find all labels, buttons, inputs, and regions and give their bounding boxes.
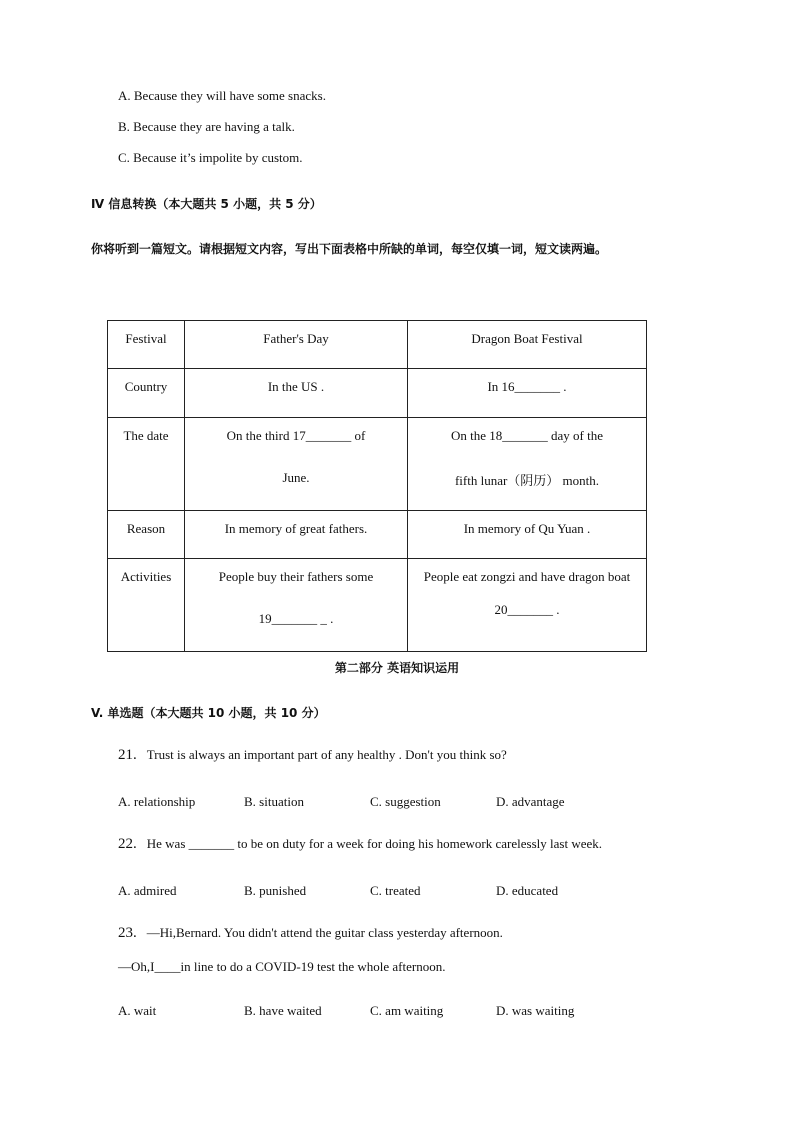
cell-text: On the 18_______ day of the <box>450 428 603 443</box>
cell-country-fathers: In the US . <box>185 369 408 418</box>
table-row-activities <box>108 559 647 652</box>
q23-option-c: C. am waiting <box>370 1003 444 1018</box>
option-c: C. Because it’s impolite by custom. <box>118 150 303 165</box>
cell-text: June. <box>282 470 310 485</box>
cell-dragon-boat: Dragon Boat Festival <box>408 321 647 369</box>
question-22 <box>118 836 602 853</box>
section4-instruction: 你将听到一篇短文。请根据短文内容，写出下面表格中所缺的单词，每空仅填一词，短文读两遍。 <box>91 242 608 256</box>
cell-fathers-day: Father's Day <box>185 321 408 369</box>
cell-country-dragon: In 16_______ . <box>408 369 647 418</box>
part2-title: 第二部分 英语知识运用 <box>334 661 460 675</box>
question-number: 21. <box>118 747 137 763</box>
question-number: 22. <box>118 836 137 852</box>
q23-option-d: D. was waiting <box>496 1003 575 1018</box>
q21-option-b: B. situation <box>244 794 304 809</box>
cell-festival-label: Festival <box>108 321 185 369</box>
cell-reason-label: Reason <box>108 511 185 559</box>
cell-reason-dragon: In memory of Qu Yuan . <box>408 511 647 559</box>
cell-date-label: The date <box>108 418 185 511</box>
cell-text: People buy their fathers some <box>218 569 374 584</box>
question-text: Trust is always an important part of any healthy . Don't you think so? <box>146 747 507 762</box>
question-21 <box>118 747 507 764</box>
cell-text: 19_______ _ . <box>258 611 334 626</box>
section4-heading: Ⅳ 信息转换（本大题共 5 小题，共 5 分） <box>91 197 322 211</box>
question-text: —Hi,Bernard. You didn't attend the guitar class yesterday afternoon. <box>146 925 503 940</box>
q23-option-b: B. have waited <box>244 1003 322 1018</box>
q22-option-a: A. admired <box>118 883 177 898</box>
table-row-country <box>108 369 647 418</box>
q23-option-a: A. wait <box>118 1003 157 1018</box>
cell-text: On the third 17_______ of <box>226 428 366 443</box>
cell-activities-fathers <box>185 559 408 652</box>
cell-country-label: Country <box>108 369 185 418</box>
q22-option-d: D. educated <box>496 883 559 898</box>
q22-option-b: B. punished <box>244 883 307 898</box>
q22-option-c: C. treated <box>370 883 421 898</box>
q21-option-a: A. relationship <box>118 794 196 809</box>
cell-text: 20_______ . <box>494 602 560 617</box>
option-b: B. Because they are having a talk. <box>118 119 295 134</box>
question-23-line2: —Oh,I____in line to do a COVID-19 test the whole afternoon. <box>118 959 446 974</box>
question-text: He was _______ to be on duty for a week for doing his homework carelessly last week. <box>146 836 602 851</box>
question-number: 23. <box>118 925 137 941</box>
cell-date-dragon <box>408 418 647 511</box>
option-a: A. Because they will have some snacks. <box>118 88 326 103</box>
q21-option-d: D. advantage <box>496 794 565 809</box>
cell-activities-label: Activities <box>108 559 185 652</box>
cell-date-fathers <box>185 418 408 511</box>
table-row-date <box>108 418 647 511</box>
q21-option-c: C. suggestion <box>370 794 441 809</box>
info-table <box>107 320 647 652</box>
cell-reason-fathers: In memory of great fathers. <box>185 511 408 559</box>
cell-text: fifth lunar（阴历） month. <box>454 473 600 488</box>
section5-heading: V. 单选题（本大题共 10 小题，共 10 分） <box>91 706 326 720</box>
question-23 <box>118 925 503 942</box>
cell-text: People eat zongzi and have dragon boat <box>423 569 631 584</box>
table-row-reason <box>108 511 647 559</box>
cell-activities-dragon <box>408 559 647 652</box>
table-row-header <box>108 321 647 369</box>
